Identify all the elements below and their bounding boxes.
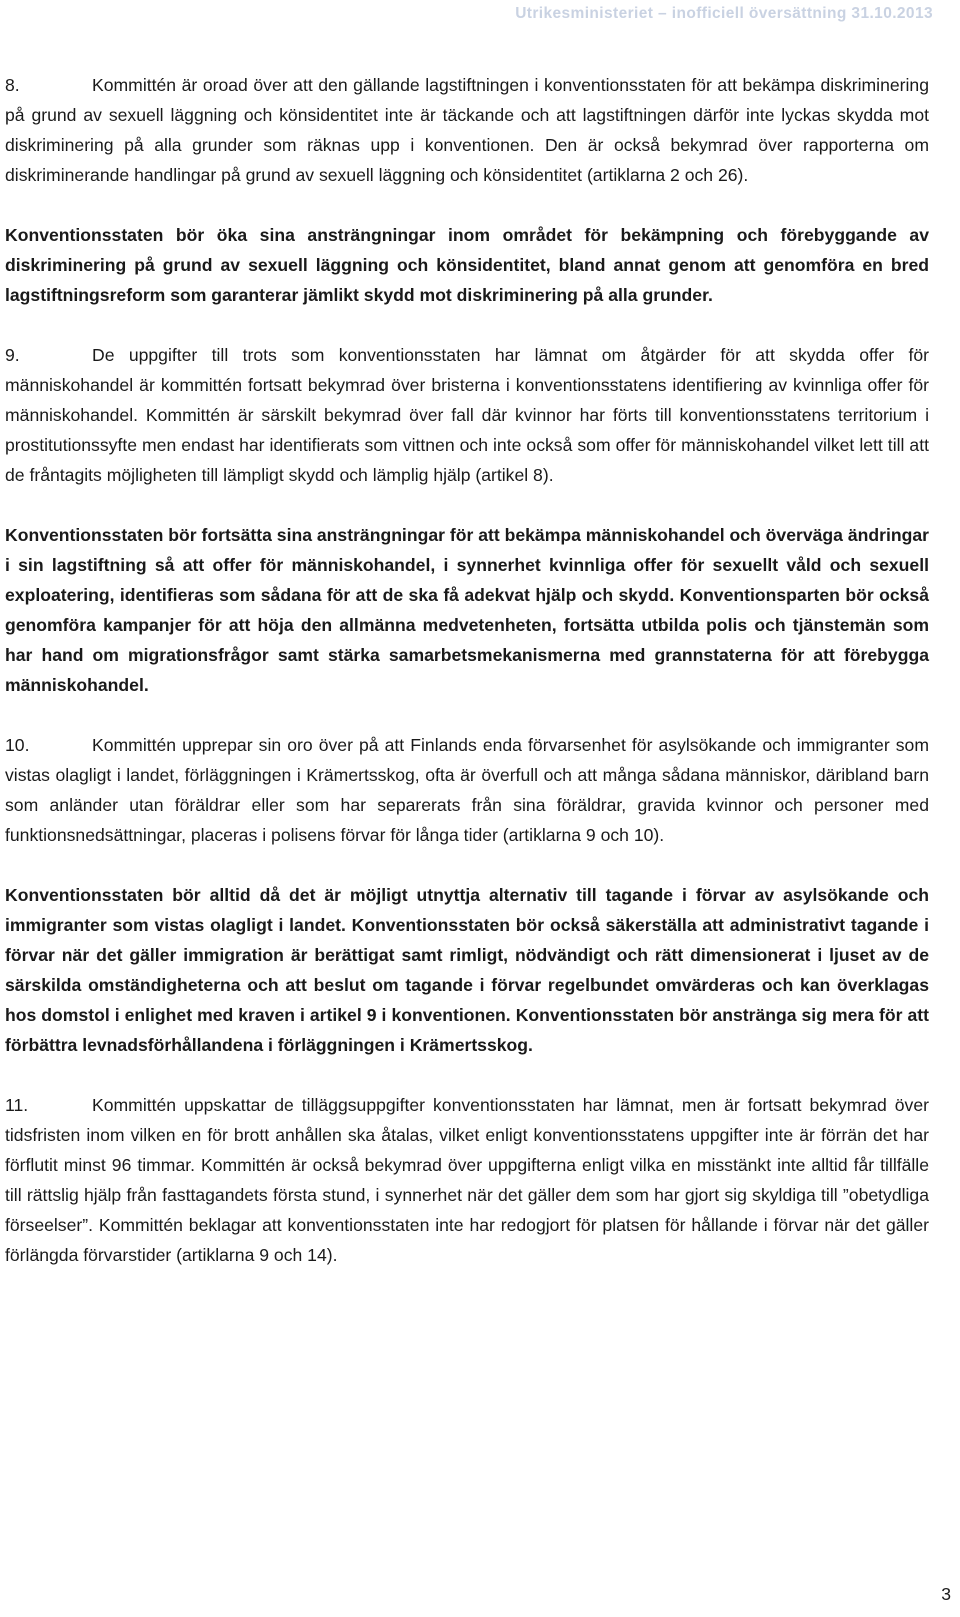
recommendation-text: Konventionsstaten bör fortsätta sina ansträngningar för att bekämpa människohandel och överväga ändringar i sin lagstiftning så att offer för människohandel, i synnerhet kvinnliga offer för sexuellt våld och sexuell exploatering, identifieras som sådana för att de ska få adekvat hjälp och skydd. Konventionsparten bör också genomföra kampanjer för att höja den allmänna medvetenheten, fortsätta utbilda polis och tjänstemän som har hand om migrationsfrågor samt stärka samarbetsmekanismerna med grannstaterna för att förebygga människohandel. (5, 525, 929, 695)
paragraph-11 (5, 1090, 929, 1270)
paragraph-text: Kommittén är oroad över att den gällande lagstiftningen i konventionsstaten för att bekämpa diskriminering på grund av sexuell läggning och könsidentitet inte är täckande och att lagstiftningen därför inte lyckas skydda mot diskriminering på alla grunder som räknas upp i konventionen. Den är också bekymrad över rapporterna om diskriminerande handlingar på grund av sexuell läggning och könsidentitet (artiklarna 2 och 26). (5, 75, 929, 185)
paragraph-10 (5, 730, 929, 850)
paragraph-text: Kommittén uppskattar de tilläggsuppgifter konventionsstaten har lämnat, men är fortsatt bekymrad över tidsfristen inom vilken en för brott anhållen ska åtalas, vilket enligt konventionsstatens uppgifter inte är förrän det har förflutit minst 96 timmar. Kommittén är också bekymrad över uppgifterna enligt vilka en misstänkt inte alltid får tillfälle till rättslig hjälp från fasttagandets första stund, i synnerhet när det gäller dem som har gjort sig skyldiga till ”obetydliga förseelser”. Kommittén beklagar att konventionsstaten inte har redogjort för platsen för hållande i förvar när det gäller förlängda förvarstider (artiklarna 9 och 14). (5, 1095, 929, 1265)
paragraph-8 (5, 70, 929, 190)
document-body (5, 70, 929, 1270)
page-number: 3 (941, 1584, 951, 1604)
paragraph-text: De uppgifter till trots som konventionsstaten har lämnat om åtgärder för att skydda offer för människohandel är kommittén fortsatt bekymrad över bristerna i konventionsstatens identifiering av kvinnliga offer för människohandel. Kommittén är särskilt bekymrad över fall där kvinnor har förts till konventionsstatens territorium i prostitutionssyfte men endast har identifierats som vittnen och inte också som offer för människohandel vilket lett till att de fråntagits möjligheten till lämpligt skydd och lämplig hjälp (artikel 8). (5, 345, 929, 485)
paragraph-number: 8. (5, 75, 20, 95)
paragraph-number: 10. (5, 735, 30, 755)
paragraph-text: Kommittén upprepar sin oro över på att Finlands enda förvarsenhet för asylsökande och immigranter som vistas olagligt i landet, förläggningen i Krämertsskog, ofta är överfull och att många sådana människor, däribland barn som anländer utan föräldrar eller som har separerats från sina föräldrar, gravida kvinnor och personer med funktionsnedsättningar, placeras i polisens förvar för långa tider (artiklarna 9 och 10). (5, 735, 929, 845)
document-header: Utrikesministeriet – inofficiell översättning 31.10.2013 (515, 5, 933, 22)
recommendation-10 (5, 880, 929, 1060)
recommendation-8 (5, 220, 929, 310)
paragraph-9 (5, 340, 929, 490)
recommendation-text: Konventionsstaten bör alltid då det är möjligt utnyttja alternativ till tagande i förvar av asylsökande och immigranter som vistas olagligt i landet. Konventionsstaten bör också säkerställa att administrativt tagande i förvar när det gäller immigration är berättigat samt rimligt, nödvändigt och rätt dimensionerat i ljuset av de särskilda omständigheterna och att beslut om tagande i förvar regelbundet omvärderas och kan överklagas hos domstol i enlighet med kraven i artikel 9 i konventionen. Konventionsstaten bör anstränga sig mera för att förbättra levnadsförhållandena i förläggningen i Krämertsskog. (5, 885, 929, 1055)
recommendation-9 (5, 520, 929, 700)
paragraph-number: 11. (5, 1095, 29, 1115)
paragraph-number: 9. (5, 345, 20, 365)
recommendation-text: Konventionsstaten bör öka sina ansträngningar inom området för bekämpning och förebyggande av diskriminering på grund av sexuell läggning och könsidentitet, bland annat genom att genomföra en bred lagstiftningsreform som garanterar jämlikt skydd mot diskriminering på alla grunder. (5, 225, 929, 305)
